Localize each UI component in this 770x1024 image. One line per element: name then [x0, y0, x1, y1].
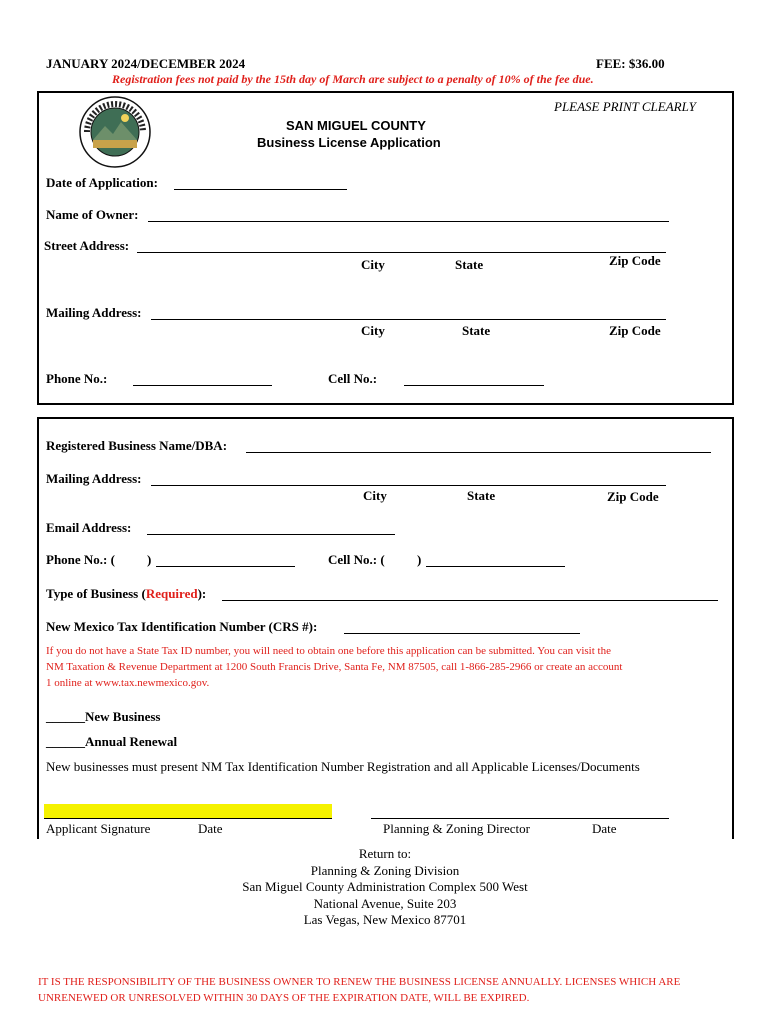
form-title: Business License Application	[257, 135, 441, 150]
business-cell-label: Cell No.: (	[328, 552, 385, 567]
director-label: Planning & Zoning Director	[383, 821, 530, 836]
business-city-label: City	[363, 488, 387, 503]
requirement-note: New businesses must present NM Tax Identification Number Registration and all Applicable Licenses/Documents	[46, 759, 640, 774]
print-clearly-note: PLEASE PRINT CLEARLY	[554, 99, 696, 114]
county-seal-logo	[79, 96, 151, 168]
date-of-application-field[interactable]	[174, 189, 347, 190]
period-label: JANUARY 2024/DECEMBER 2024	[46, 56, 246, 71]
tax-id-field[interactable]	[344, 633, 580, 634]
applicant-signature-highlight	[44, 804, 332, 818]
applicant-signature-label: Applicant Signature	[46, 821, 151, 836]
tax-note-line-2: NM Taxation & Revenue Department at 1200 South Francis Drive, Santa Fe, NM 87505, call 1-866-285-2966 or create an account	[46, 661, 623, 673]
email-label: Email Address:	[46, 520, 132, 535]
cell-field[interactable]	[404, 385, 544, 386]
business-mailing-label: Mailing Address:	[46, 471, 142, 486]
county-title: SAN MIGUEL COUNTY	[286, 118, 426, 133]
fee-label: FEE: $36.00	[596, 56, 665, 71]
tax-id-label: New Mexico Tax Identification Number (CRS #):	[46, 619, 318, 634]
phone-field[interactable]	[133, 385, 272, 386]
tax-note-line-3: 1 online at www.tax.newmexico.gov.	[46, 677, 210, 689]
business-cell-field[interactable]	[426, 566, 565, 567]
director-date-label: Date	[592, 821, 617, 836]
business-zip-label: Zip Code	[607, 489, 659, 504]
return-address-line-3: National Avenue, Suite 203	[313, 896, 457, 911]
return-to-heading: Return to:	[358, 846, 412, 861]
street-city-label: City	[361, 257, 385, 272]
return-address-line-2: San Miguel County Administration Complex 500 West	[242, 879, 528, 894]
business-type-label: Type of Business (Required):	[46, 586, 207, 601]
return-address-line-1: Planning & Zoning Division	[310, 863, 460, 878]
annual-renewal-option[interactable]: ______Annual Renewal	[46, 734, 178, 749]
applicant-date-label: Date	[198, 821, 223, 836]
footer-notice-line-2: UNRENEWED OR UNRESOLVED WITHIN 30 DAYS OF THE EXPIRATION DATE, WILL BE EXPIRED.	[38, 992, 530, 1004]
mailing-city-label: City	[361, 323, 385, 338]
tax-note-line-1: If you do not have a State Tax ID number, you will need to obtain one before this application can be submitted. You can visit the	[46, 645, 611, 657]
street-address-field[interactable]	[137, 252, 666, 253]
business-phone-close-paren: )	[147, 552, 152, 567]
business-cell-close-paren: )	[417, 552, 422, 567]
street-state-label: State	[455, 257, 484, 272]
business-phone-label: Phone No.: (	[46, 552, 115, 567]
applicant-signature-field[interactable]	[44, 818, 332, 819]
phone-label: Phone No.:	[46, 371, 108, 386]
business-name-field[interactable]	[246, 452, 711, 453]
street-address-label: Street Address:	[44, 238, 130, 253]
mailing-state-label: State	[462, 323, 491, 338]
penalty-notice: Registration fees not paid by the 15th day of March are subject to a penalty of 10% of the fee due.	[112, 72, 594, 86]
mailing-address-label: Mailing Address:	[46, 305, 142, 320]
date-of-application-label: Date of Application:	[46, 175, 158, 190]
mailing-zip-label: Zip Code	[609, 323, 661, 338]
owner-name-field[interactable]	[148, 221, 669, 222]
cell-label: Cell No.:	[328, 371, 378, 386]
business-mailing-field[interactable]	[151, 485, 666, 486]
business-type-field[interactable]	[222, 600, 718, 601]
mailing-address-field[interactable]	[151, 319, 666, 320]
business-phone-field[interactable]	[156, 566, 295, 567]
business-state-label: State	[467, 488, 496, 503]
new-business-option[interactable]: ______New Business	[46, 709, 161, 724]
street-zip-label: Zip Code	[609, 253, 661, 268]
business-name-label: Registered Business Name/DBA:	[46, 438, 228, 453]
director-signature-field[interactable]	[371, 818, 669, 819]
return-address-line-4: Las Vegas, New Mexico 87701	[303, 912, 467, 927]
footer-notice-line-1: IT IS THE RESPONSIBILITY OF THE BUSINESS OWNER TO RENEW THE BUSINESS LICENSE ANNUALLY. LICENSES WHICH ARE	[38, 976, 681, 988]
email-field[interactable]	[147, 534, 395, 535]
owner-name-label: Name of Owner:	[46, 207, 139, 222]
